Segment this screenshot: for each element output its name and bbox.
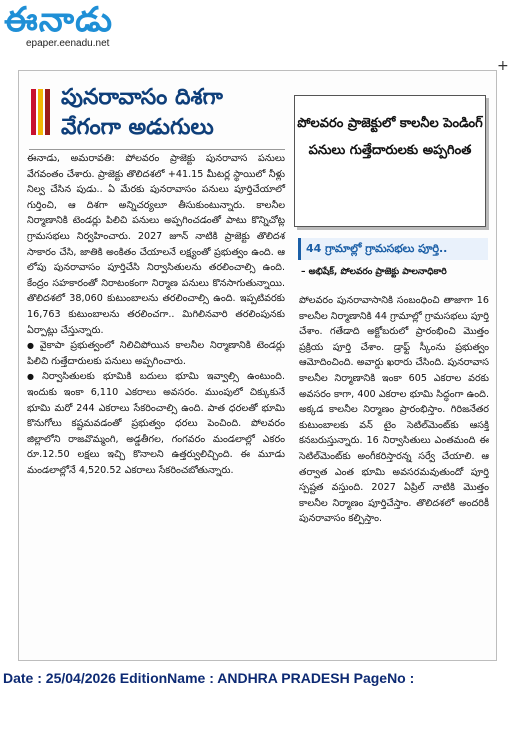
eenadu-logo[interactable]: ఈనాడు [4, 0, 114, 40]
right-column [299, 293, 489, 527]
bullet-paragraph: ● నిర్వాసితులకు భూమికి బదులు భూమి ఇవ్వాల్సి ఉంటుంది. ఇందుకు ఇంకా 6,110 ఎకరాలు అవసరం. ముంపులో చిక్కుకునే భూమి మరో 244 ఎకరాలు సేకరించాల్సి ఉంది. పాత ధరలతో భూమి కొనుగోలు కష్టమవడంతో ప్రభుత్వం ధరలు పెంచింది. పోలవరం జిల్లాలోని రాజవొమ్మంగి, అడ్డతీగల, గంగవరం మండలాల్లో ఎకరం రూ.12.50 లక్షలు ఇచ్చి కొనాలని ఉత్తర్వులిచ్చింది. ఈ మూడు మండలాల్లోనే 4,520.52 ఎకరాలు సేకరించబోతున్నారు. [27, 369, 285, 478]
byline: – అభిషేక్, పోలవరం ప్రాజెక్టు పాలనాధికారి [301, 267, 447, 277]
bullet-paragraph: ● వైకాపా ప్రభుత్వంలో నిలిచిపోయిన కాలనీల నిర్మాణానికి టెండర్లు పిలిచి గుత్తేదారులకు పనులు అప్పగించారు. [27, 338, 285, 369]
news-clipping [18, 70, 497, 661]
masthead [0, 0, 140, 52]
paragraph: ఈనాడు, అమరావతి: పోలవరం ప్రాజెక్టు పునరావాస పనులు వేగవంతం చేశారు. ప్రాజెక్టు తొలిదశలో +41.15 మీటర్ల స్థాయిలో నీళ్లు నిల్వ చేసిన పుడు.. ఏ మేరకు పునరావాసం పనులు పూర్తిచేయాలో గుర్తించి, ఆ దిశగా అన్నిచర్యలూ తీసుకుంటున్నారు. కాలనీల నిర్మాణానికి టెండర్లు పిలిచి పనులు అప్పగించడంతో పాటు కొన్నిచోట్ల గ్రామసభలు నిర్వహించారు. 2027 జూన్ నాటికి ప్రాజెక్టు తొలిదశ సాకారం చేసి, జాతికి అంకితం చేయాలనే లక్ష్యంతో ప్రభుత్వం ఉంది. ఆ లోపు పునరావాసం పూర్తిచేసి నిర్వాసితులను తరలించాల్సి ఉంది. కేంద్రం సహకారంతో నిరాటంకంగా నిర్మాణ పనులు కొనసాగుతున్నాయి. తొలిదశలో 38,060 కుటుంబాలను తరలించాల్సి ఉంది. ఇప్పటివరకు 16,763 కుటుంబాలను తరలించగా.. మిగిలినవారి తరలింపునకు ఏర్పాట్లు చేస్తున్నారు. [27, 153, 285, 336]
headline-line-1: పునరావాసం దిశగా [61, 85, 223, 110]
left-column [27, 151, 285, 478]
paragraph: పోలవరం పునరావాసానికి సంబంధించి తాజాగా 16 కాలనీల నిర్మాణానికి 44 గ్రామాల్లో గ్రామసభలు పూర్తి చేశాం. గతేడాది అక్టోబరులో ప్రారంభించి మొత్తం ప్రక్రియ పూర్తి చేశాం. డ్రాఫ్ట్ స్కీంను ప్రభుత్వం ఆమోదించింది. అవార్డు ఖరారు చేసింది. పునరావాస కాలనీల నిర్మాణానికి ఇంకా 605 ఎకరాల వరకు అవసరం కాగా, 400 ఎకరాల భూమి సిద్ధంగా ఉంది. అక్కడ కాలనీల నిర్మాణం ప్రారంభిస్తాం. గిరిజనేతర కుటుంబాలకు వన్ టైం సెటిల్‌మెంట్‌కు ఆసక్తి కనబరుస్తున్నారు. 16 నిర్వాసితులు ఎంతమంది ఈ సెటిల్‌మెంట్‌కు అంగీకరిస్తారన్న సర్వే చేయాలి. ఆ తర్వాత ఎంత భూమి అవసరమవుతుందో పూర్తి స్పష్టత వస్తుంది. 2027 ఏప్రిల్ నాటికి మొత్తం కాలనీల నిర్మాణం పూర్తిచేస్తాం. తొలిదశలో అందరికీ పునరావాసం కల్పిస్తాం. [299, 295, 489, 525]
divider [29, 149, 285, 150]
callout-text: పోలవరం ప్రాజెక్టులో కాలనీల పెండింగ్ పనులు గుత్తేదారులకు అప్పగింత [297, 116, 483, 158]
subheading: 44 గ్రామాల్లో గ్రామసభలు పూర్తి.. [298, 238, 488, 260]
headline [61, 83, 223, 143]
headline-color-bars-icon [29, 83, 51, 145]
headline-line-2: వేగంగా అడుగులు [61, 115, 214, 140]
edition-info: Date : 25/04/2026 EditionName : ANDHRA PRADESH PageNo : [3, 670, 415, 686]
callout-box [294, 95, 486, 227]
headline-block [29, 83, 285, 147]
zoom-plus-icon[interactable]: + [497, 58, 509, 74]
site-url: epaper.eenadu.net [26, 38, 110, 49]
